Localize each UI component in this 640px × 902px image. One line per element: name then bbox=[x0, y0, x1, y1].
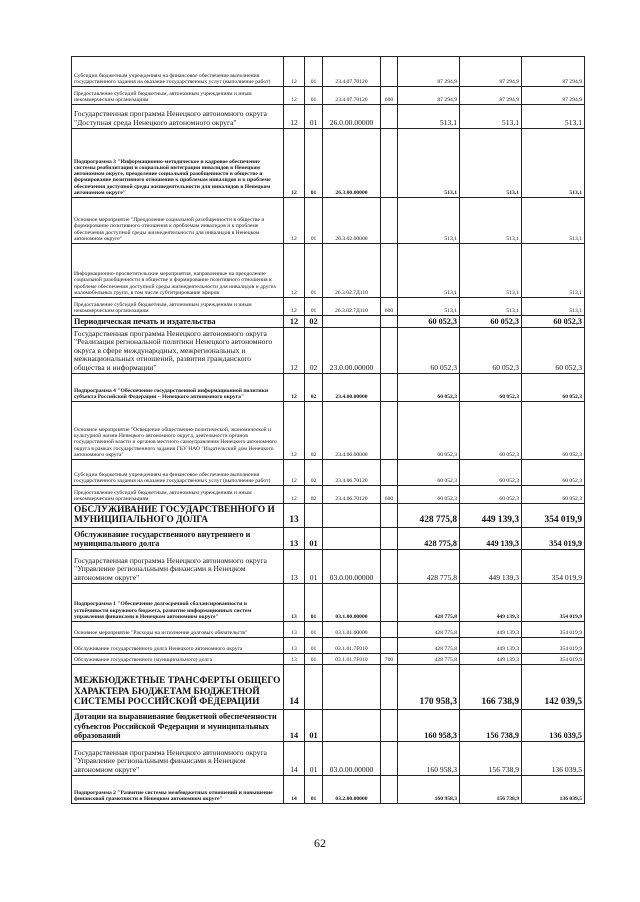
row-section-code: 13 bbox=[284, 638, 305, 654]
row-subsection-code: 01 bbox=[305, 776, 323, 804]
row-amount-year-3: 136 039,5 bbox=[522, 742, 585, 776]
row-target-article: 03.2.00.00000 bbox=[323, 776, 381, 804]
row-section-code: 12 bbox=[284, 198, 305, 244]
row-subsection-code: 01 bbox=[305, 298, 323, 316]
row-subsection-code bbox=[305, 504, 323, 528]
row-target-article bbox=[323, 528, 381, 550]
row-subsection-code bbox=[305, 665, 323, 710]
row-expense-type bbox=[381, 198, 398, 244]
row-amount-year-1: 60 052,3 bbox=[398, 486, 460, 504]
row-name: Подпрограмма 4 "Обеспечение государственной информационной политики субъекта Российской Федерации – Ненецкого автономного округа" bbox=[72, 374, 284, 402]
row-amount-year-1: 60 052,3 bbox=[398, 316, 460, 328]
table-row bbox=[72, 105, 585, 129]
row-section-code: 12 bbox=[284, 486, 305, 504]
row-amount-year-3: 87 294,9 bbox=[522, 57, 585, 87]
row-target-article: 23.4.06.70120 bbox=[323, 460, 381, 486]
table-row bbox=[72, 374, 585, 402]
row-amount-year-2: 156 738,9 bbox=[460, 742, 522, 776]
table-row bbox=[72, 504, 585, 528]
row-amount-year-2: 60 052,3 bbox=[460, 460, 522, 486]
table-row bbox=[72, 710, 585, 742]
row-subsection-code: 01 bbox=[305, 57, 323, 87]
row-target-article bbox=[323, 504, 381, 528]
row-expense-type bbox=[381, 129, 398, 198]
table-row bbox=[72, 528, 585, 550]
row-amount-year-1: 428 775,8 bbox=[398, 622, 460, 638]
row-target-article: 03.0.00.00000 bbox=[323, 550, 381, 584]
row-subsection-code: 02 bbox=[305, 328, 323, 374]
row-name: Обслуживание государственного внутреннего и муниципального долга bbox=[72, 528, 284, 550]
row-subsection-code: 02 bbox=[305, 402, 323, 460]
row-section-code: 13 bbox=[284, 550, 305, 584]
row-amount-year-3: 60 052,3 bbox=[522, 316, 585, 328]
row-name: ОБСЛУЖИВАНИЕ ГОСУДАРСТВЕННОГО И МУНИЦИПАЛЬНОГО ДОЛГА bbox=[72, 504, 284, 528]
row-amount-year-1: 513,1 bbox=[398, 198, 460, 244]
row-name: Основное мероприятие "Расходы на исполнение долговых обязательств" bbox=[72, 622, 284, 638]
row-amount-year-1: 60 052,3 bbox=[398, 328, 460, 374]
row-amount-year-2: 449 139,3 bbox=[460, 622, 522, 638]
row-expense-type bbox=[381, 402, 398, 460]
row-amount-year-1: 160 958,3 bbox=[398, 776, 460, 804]
row-name: Обслуживание государственного (муниципального) долга bbox=[72, 654, 284, 665]
row-section-code: 12 bbox=[284, 244, 305, 298]
row-expense-type: 700 bbox=[381, 654, 398, 665]
row-name: Основное мероприятие "Освещение общественно-политической, экономической и культурной жизни Ненецкого автономного округа, деятельности органов государственной власти и органов местного самоуправления Ненецкого автономного округа в рамках государственного задания ГБУ НАО "Издательский дом Ненецкого автономного округа" bbox=[72, 402, 284, 460]
table-row bbox=[72, 622, 585, 638]
row-amount-year-3: 60 052,3 bbox=[522, 460, 585, 486]
row-name: Субсидии бюджетным учреждениям на финансовое обеспечение выполнения государственного задания на оказание государственных услуг (выполнение работ) bbox=[72, 57, 284, 87]
row-subsection-code: 02 bbox=[305, 316, 323, 328]
row-expense-type bbox=[381, 550, 398, 584]
row-expense-type bbox=[381, 504, 398, 528]
row-target-article: 26.0.00.00000 bbox=[323, 105, 381, 129]
row-amount-year-1: 513,1 bbox=[398, 105, 460, 129]
row-amount-year-3: 60 052,3 bbox=[522, 486, 585, 504]
row-section-code: 12 bbox=[284, 402, 305, 460]
row-name: Предоставление субсидий бюджетным, автономным учреждениям и иным некоммерческим организациям bbox=[72, 486, 284, 504]
row-target-article: 23.4.00.00000 bbox=[323, 374, 381, 402]
row-amount-year-2: 156 738,9 bbox=[460, 710, 522, 742]
page-number: 62 bbox=[314, 836, 326, 850]
row-section-code: 12 bbox=[284, 57, 305, 87]
row-section-code: 14 bbox=[284, 742, 305, 776]
row-target-article: 23.4.07.70120 bbox=[323, 87, 381, 105]
row-target-article: 03.1.01.7F010 bbox=[323, 638, 381, 654]
row-section-code: 12 bbox=[284, 298, 305, 316]
row-amount-year-1: 428 775,8 bbox=[398, 550, 460, 584]
row-amount-year-1: 60 052,3 bbox=[398, 374, 460, 402]
row-amount-year-1: 513,1 bbox=[398, 129, 460, 198]
row-amount-year-2: 449 139,3 bbox=[460, 528, 522, 550]
row-target-article bbox=[323, 710, 381, 742]
row-amount-year-2: 166 738,9 bbox=[460, 665, 522, 710]
row-amount-year-1: 160 958,3 bbox=[398, 742, 460, 776]
row-amount-year-2: 60 052,3 bbox=[460, 402, 522, 460]
row-amount-year-3: 354 019,9 bbox=[522, 654, 585, 665]
row-amount-year-1: 170 958,3 bbox=[398, 665, 460, 710]
row-section-code: 12 bbox=[284, 87, 305, 105]
table-row bbox=[72, 129, 585, 198]
table-row bbox=[72, 316, 585, 328]
table-row bbox=[72, 298, 585, 316]
row-name: Предоставление субсидий бюджетным, автономным учреждениям и иным некоммерческим организациям bbox=[72, 87, 284, 105]
table-row bbox=[72, 57, 585, 87]
table-row bbox=[72, 87, 585, 105]
row-amount-year-3: 87 294,9 bbox=[522, 87, 585, 105]
budget-table bbox=[71, 56, 585, 804]
row-name: Государственная программа Ненецкого автономного округа "Доступная среда Ненецкого автономного округа" bbox=[72, 105, 284, 129]
row-section-code: 13 bbox=[284, 528, 305, 550]
row-expense-type bbox=[381, 665, 398, 710]
row-amount-year-3: 60 052,3 bbox=[522, 402, 585, 460]
row-name: Основное мероприятие "Преодоление социальной разобщенности в обществе и формирование позитивного отношения к проблемам инвалидов и к проблеме обеспечения доступной среды жизнедеятельности для инвалидов в Ненецком автономном округе" bbox=[72, 198, 284, 244]
row-name: Государственная программа Ненецкого автономного округа "Управление региональными финансами в Ненецком автономном округе" bbox=[72, 742, 284, 776]
row-expense-type bbox=[381, 328, 398, 374]
row-subsection-code: 01 bbox=[305, 584, 323, 622]
row-section-code: 12 bbox=[284, 374, 305, 402]
row-amount-year-2: 60 052,3 bbox=[460, 328, 522, 374]
table-row bbox=[72, 460, 585, 486]
row-name: Предоставление субсидий бюджетным, автономным учреждениям и иным некоммерческим организациям bbox=[72, 298, 284, 316]
row-target-article: 23.0.00.00000 bbox=[323, 328, 381, 374]
row-name: Периодическая печать и издательства bbox=[72, 316, 284, 328]
row-target-article: 26.3.02.00000 bbox=[323, 198, 381, 244]
row-subsection-code: 01 bbox=[305, 87, 323, 105]
row-target-article: 03.1.00.00000 bbox=[323, 584, 381, 622]
row-expense-type bbox=[381, 460, 398, 486]
row-amount-year-2: 449 139,3 bbox=[460, 550, 522, 584]
row-amount-year-1: 428 775,8 bbox=[398, 528, 460, 550]
row-amount-year-3: 513,1 bbox=[522, 198, 585, 244]
table-row bbox=[72, 402, 585, 460]
row-amount-year-1: 428 775,8 bbox=[398, 638, 460, 654]
row-amount-year-2: 513,1 bbox=[460, 298, 522, 316]
row-amount-year-1: 513,1 bbox=[398, 298, 460, 316]
row-name: Государственная программа Ненецкого автономного округа "Управление региональными финансами в Ненецком автономном округе" bbox=[72, 550, 284, 584]
row-amount-year-2: 60 052,3 bbox=[460, 486, 522, 504]
budget-table-body bbox=[72, 57, 585, 804]
row-expense-type bbox=[381, 316, 398, 328]
row-section-code: 14 bbox=[284, 665, 305, 710]
row-amount-year-2: 60 052,3 bbox=[460, 374, 522, 402]
row-amount-year-3: 354 019,9 bbox=[522, 584, 585, 622]
row-subsection-code: 02 bbox=[305, 460, 323, 486]
table-row bbox=[72, 584, 585, 622]
row-expense-type bbox=[381, 622, 398, 638]
row-target-article: 26.3.02.7Д110 bbox=[323, 244, 381, 298]
row-expense-type: 600 bbox=[381, 298, 398, 316]
row-expense-type bbox=[381, 528, 398, 550]
row-amount-year-2: 449 139,3 bbox=[460, 504, 522, 528]
row-subsection-code: 01 bbox=[305, 528, 323, 550]
row-amount-year-3: 513,1 bbox=[522, 244, 585, 298]
row-target-article bbox=[323, 665, 381, 710]
row-amount-year-2: 513,1 bbox=[460, 244, 522, 298]
row-amount-year-1: 87 294,9 bbox=[398, 57, 460, 87]
row-name: МЕЖБЮДЖЕТНЫЕ ТРАНСФЕРТЫ ОБЩЕГО ХАРАКТЕРА БЮДЖЕТАМ БЮДЖЕТНОЙ СИСТЕМЫ РОССИЙСКОЙ ФЕДЕРАЦИИ bbox=[72, 665, 284, 710]
row-subsection-code: 01 bbox=[305, 198, 323, 244]
row-amount-year-2: 87 294,9 bbox=[460, 57, 522, 87]
table-row bbox=[72, 654, 585, 665]
row-expense-type bbox=[381, 244, 398, 298]
row-subsection-code: 01 bbox=[305, 654, 323, 665]
row-amount-year-1: 428 775,8 bbox=[398, 584, 460, 622]
row-expense-type bbox=[381, 57, 398, 87]
row-subsection-code: 01 bbox=[305, 244, 323, 298]
row-amount-year-3: 136 039,5 bbox=[522, 776, 585, 804]
row-amount-year-3: 513,1 bbox=[522, 105, 585, 129]
row-section-code: 13 bbox=[284, 622, 305, 638]
row-subsection-code: 01 bbox=[305, 622, 323, 638]
row-amount-year-3: 60 052,3 bbox=[522, 328, 585, 374]
row-amount-year-1: 60 052,3 bbox=[398, 402, 460, 460]
table-row bbox=[72, 638, 585, 654]
row-expense-type bbox=[381, 742, 398, 776]
row-target-article: 23.4.07.70120 bbox=[323, 57, 381, 87]
row-expense-type bbox=[381, 776, 398, 804]
row-amount-year-2: 513,1 bbox=[460, 198, 522, 244]
row-amount-year-2: 60 052,3 bbox=[460, 316, 522, 328]
row-amount-year-2: 156 738,9 bbox=[460, 776, 522, 804]
row-expense-type bbox=[381, 584, 398, 622]
table-row bbox=[72, 550, 585, 584]
row-section-code: 12 bbox=[284, 105, 305, 129]
row-target-article: 26.3.00.00000 bbox=[323, 129, 381, 198]
row-target-article: 03.1.01.00000 bbox=[323, 622, 381, 638]
row-name: Обслуживание государственного долга Ненецкого автономного округа bbox=[72, 638, 284, 654]
row-expense-type bbox=[381, 710, 398, 742]
row-subsection-code: 01 bbox=[305, 710, 323, 742]
row-target-article: 03.0.00.00000 bbox=[323, 742, 381, 776]
row-amount-year-1: 428 775,8 bbox=[398, 654, 460, 665]
row-amount-year-3: 513,1 bbox=[522, 129, 585, 198]
row-subsection-code: 02 bbox=[305, 486, 323, 504]
row-expense-type bbox=[381, 374, 398, 402]
row-amount-year-2: 513,1 bbox=[460, 129, 522, 198]
row-target-article: 23.4.06.00000 bbox=[323, 402, 381, 460]
row-amount-year-3: 513,1 bbox=[522, 298, 585, 316]
row-section-code: 13 bbox=[284, 504, 305, 528]
row-amount-year-3: 354 019,9 bbox=[522, 550, 585, 584]
table-row bbox=[72, 776, 585, 804]
row-section-code: 13 bbox=[284, 584, 305, 622]
table-row bbox=[72, 742, 585, 776]
row-expense-type: 600 bbox=[381, 486, 398, 504]
row-amount-year-3: 60 052,3 bbox=[522, 374, 585, 402]
row-amount-year-1: 87 294,9 bbox=[398, 87, 460, 105]
row-amount-year-2: 87 294,9 bbox=[460, 87, 522, 105]
row-name: Подпрограмма 1 "Обеспечение долгосрочной сбалансированности и устойчивости окружного бюджета, развитие информационных систем управления финансами в Ненецком автономном округе" bbox=[72, 584, 284, 622]
row-target-article: 26.3.02.7Д110 bbox=[323, 298, 381, 316]
table-row bbox=[72, 486, 585, 504]
row-name: Дотации на выравнивание бюджетной обеспеченности субъектов Российской Федерации и муниципальных образований bbox=[72, 710, 284, 742]
row-subsection-code: 01 bbox=[305, 638, 323, 654]
row-name: Подпрограмма 2 "Развитие системы межбюджетных отношений и повышение финансовой грамотности в Ненецком автономном округе" bbox=[72, 776, 284, 804]
row-section-code: 14 bbox=[284, 710, 305, 742]
row-amount-year-1: 160 958,3 bbox=[398, 710, 460, 742]
row-amount-year-3: 354 019,9 bbox=[522, 504, 585, 528]
row-section-code: 12 bbox=[284, 460, 305, 486]
row-amount-year-3: 354 019,9 bbox=[522, 528, 585, 550]
row-section-code: 12 bbox=[284, 129, 305, 198]
row-amount-year-2: 513,1 bbox=[460, 105, 522, 129]
table-row bbox=[72, 198, 585, 244]
row-expense-type bbox=[381, 105, 398, 129]
row-subsection-code: 01 bbox=[305, 550, 323, 584]
row-name: Информационно-просветительские мероприятия, направленные на преодоление социальной разобщенности в обществе и формирование позитивного отношения к проблеме обеспечения доступной среды жизнедеятельности для инвалидов и других маломобильных групп, в том числе субтитрирование эфиров bbox=[72, 244, 284, 298]
row-name: Субсидии бюджетным учреждениям на финансовое обеспечение выполнения государственного задания на оказание государственных услуг (выполнение работ) bbox=[72, 460, 284, 486]
row-amount-year-3: 354 019,9 bbox=[522, 638, 585, 654]
row-target-article: 23.4.06.70120 bbox=[323, 486, 381, 504]
row-name: Подпрограмма 3 "Информационно-методическое и кадровое обеспечение системы реабилитации и социальной интеграции инвалидов в Ненецком автономном округе, преодоление социальной разобщенности в обществе и формирование позитивного отношения к проблемам инвалидов и к проблеме обеспечения доступной среды жизнедеятельности для инвалидов в Ненецком автономном округе" bbox=[72, 129, 284, 198]
table-row bbox=[72, 244, 585, 298]
row-amount-year-2: 449 139,3 bbox=[460, 584, 522, 622]
row-expense-type: 600 bbox=[381, 87, 398, 105]
row-subsection-code: 01 bbox=[305, 105, 323, 129]
table-row bbox=[72, 665, 585, 710]
row-amount-year-2: 449 139,3 bbox=[460, 654, 522, 665]
row-amount-year-1: 60 052,3 bbox=[398, 460, 460, 486]
row-name: Государственная программа Ненецкого автономного округа "Реализация региональной политики Ненецкого автономного округа в сфере международных, межрегиональных и межнациональных отношений, развития гражданского общества и информации" bbox=[72, 328, 284, 374]
row-section-code: 14 bbox=[284, 776, 305, 804]
row-subsection-code: 01 bbox=[305, 742, 323, 776]
row-target-article bbox=[323, 316, 381, 328]
row-section-code: 13 bbox=[284, 654, 305, 665]
row-amount-year-3: 354 019,9 bbox=[522, 622, 585, 638]
row-section-code: 12 bbox=[284, 316, 305, 328]
table-row bbox=[72, 328, 585, 374]
row-amount-year-1: 513,1 bbox=[398, 244, 460, 298]
row-subsection-code: 02 bbox=[305, 374, 323, 402]
row-target-article: 03.1.01.7F010 bbox=[323, 654, 381, 665]
row-expense-type bbox=[381, 638, 398, 654]
row-amount-year-3: 142 039,5 bbox=[522, 665, 585, 710]
row-amount-year-3: 136 039,5 bbox=[522, 710, 585, 742]
row-amount-year-2: 449 139,3 bbox=[460, 638, 522, 654]
row-amount-year-1: 428 775,8 bbox=[398, 504, 460, 528]
row-subsection-code: 01 bbox=[305, 129, 323, 198]
row-section-code: 12 bbox=[284, 328, 305, 374]
budget-sheet bbox=[71, 56, 584, 804]
